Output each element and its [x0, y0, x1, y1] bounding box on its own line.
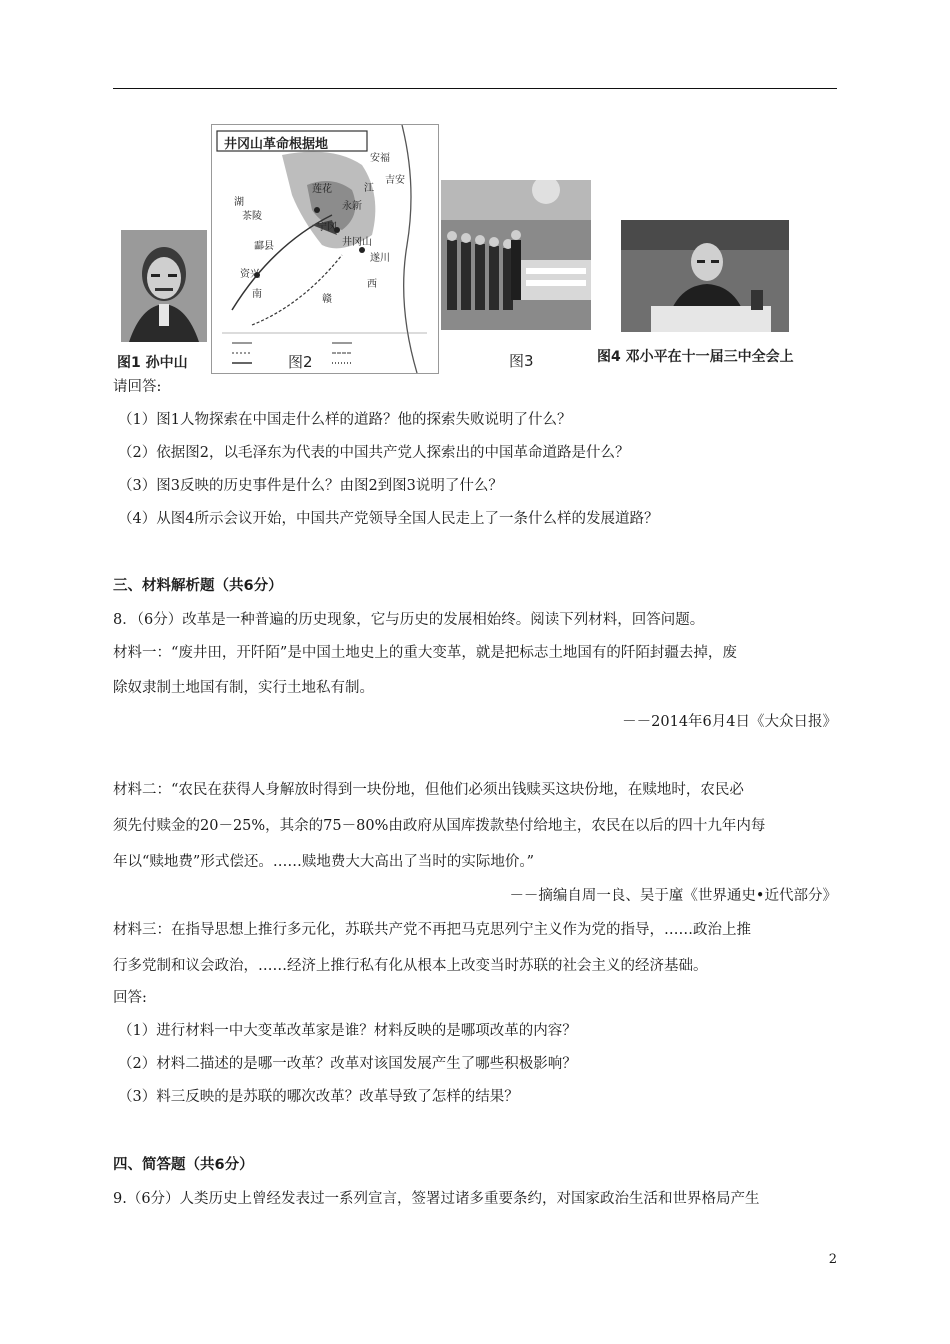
map-place-label: 井冈山 [342, 237, 372, 248]
figure-4-frame [597, 220, 837, 372]
page-number: 2 [828, 1252, 837, 1267]
material-2-text: 材料二：“农民在获得人身解放时得到一块份地，但他们必须出钱赎买这块份地，在赎地时，农民必 [113, 782, 744, 798]
question-item: （3）图3反映的历史事件是什么？由图2到图3说明了什么？ [118, 478, 503, 494]
figure-2-map [211, 124, 439, 374]
section-heading: 四、简答题（共6分） [113, 1157, 254, 1173]
header-rule [113, 88, 837, 89]
material-1-source: －－2014年6月4日《大众日报》 [622, 714, 837, 730]
map-place-label: 宁冈 [317, 222, 337, 233]
question-9-text: 9.（6分）人类历史上曾经发表过一系列宣言，签署过诸多重要条约，对国家政治生活和世界格局产生 [113, 1191, 760, 1207]
map-place-label: 资兴 [240, 269, 260, 280]
question-item: （3）料三反映的是苏联的哪次改革？改革导致了怎样的结果？ [118, 1089, 519, 1105]
deng-xiaoping-image [621, 220, 789, 332]
portrait-image [121, 230, 207, 342]
figure-3-caption: 图3 [509, 352, 534, 370]
material-3-text: 行多党制和议会政治，……经济上推行私有化从根本上改变当时苏联的社会主义的经济基础。 [113, 958, 708, 974]
map-place-label: 南 [252, 289, 262, 300]
question-prompt: 请回答: [113, 379, 162, 395]
question-item: （4）从图4所示会议开始，中国共产党领导全国人民走上了一条什么样的发展道路？ [118, 511, 659, 527]
map-place-label: 湖 [234, 197, 244, 208]
question-item: （1）图1人物探索在中国走什么样的道路？他的探索失败说明了什么？ [118, 412, 572, 428]
map-place-label: 茶陵 [242, 211, 262, 222]
jinggangshan-map [212, 125, 438, 373]
map-place-label: 安福 [370, 153, 390, 164]
figure-4-photo [621, 220, 789, 332]
question-8-intro: 8．（6分）改革是一种普遍的历史现象，它与历史的发展相始终。阅读下列材料，回答问题。 [113, 612, 705, 628]
material-2-source: －－摘编自周一良、吴于廑《世界通史•近代部分》 [509, 888, 837, 904]
figure-1-portrait [121, 230, 207, 342]
figure-3-photo [441, 180, 591, 330]
material-2-text: 须先付赎金的20－25%，其余的75－80%由政府从国库拨款垫付给地主，农民在以后的四十九年内每 [113, 818, 766, 834]
ceremony-image [441, 180, 591, 330]
section-heading: 三、材料解析题（共6分） [113, 578, 283, 594]
figure-2-caption: 图2 [288, 353, 313, 371]
map-place-label: 西 [367, 279, 377, 290]
figure-4-caption: 图4 邓小平在十一届三中全会上 [597, 349, 794, 365]
figure-1-caption: 图1 孙中山 [117, 355, 188, 371]
map-title: 井冈山革命根据地 [224, 137, 329, 152]
material-1-text: 除奴隶制土地国有制，实行土地私有制。 [113, 680, 374, 696]
map-place-label: 吉安 [385, 175, 405, 186]
material-1-text: 材料一：“废井田，开阡陌”是中国土地史上的重大变革，就是把标志土地国有的阡陌封疆去掉，废 [113, 645, 737, 661]
figure-strip [113, 124, 837, 372]
map-place-label: 酃县 [254, 241, 274, 252]
figure-3-frame [439, 180, 593, 372]
map-place-label: 永新 [342, 201, 362, 212]
question-item: （2）依据图2，以毛泽东为代表的中国共产党人探索出的中国革命道路是什么？ [118, 445, 630, 461]
map-place-label: 莲花 [312, 184, 332, 195]
question-item: （1）进行材料一中大变革改革家是谁？材料反映的是哪项改革的内容？ [118, 1023, 577, 1039]
material-3-text: 材料三：在指导思想上推行多元化，苏联共产党不再把马克思列宁主义作为党的指导，……政治上推 [113, 922, 751, 938]
question-item: （2）材料二描述的是哪一改革？改革对该国发展产生了哪些积极影响？ [118, 1056, 577, 1072]
answer-prompt: 回答: [113, 990, 147, 1006]
map-place-label: 遂川 [370, 253, 390, 264]
map-place-label: 赣 [322, 294, 332, 305]
map-place-label: 江 [364, 183, 374, 194]
material-2-text: 年以“赎地费”形式偿还。……赎地费大大高出了当时的实际地价。” [113, 854, 534, 870]
